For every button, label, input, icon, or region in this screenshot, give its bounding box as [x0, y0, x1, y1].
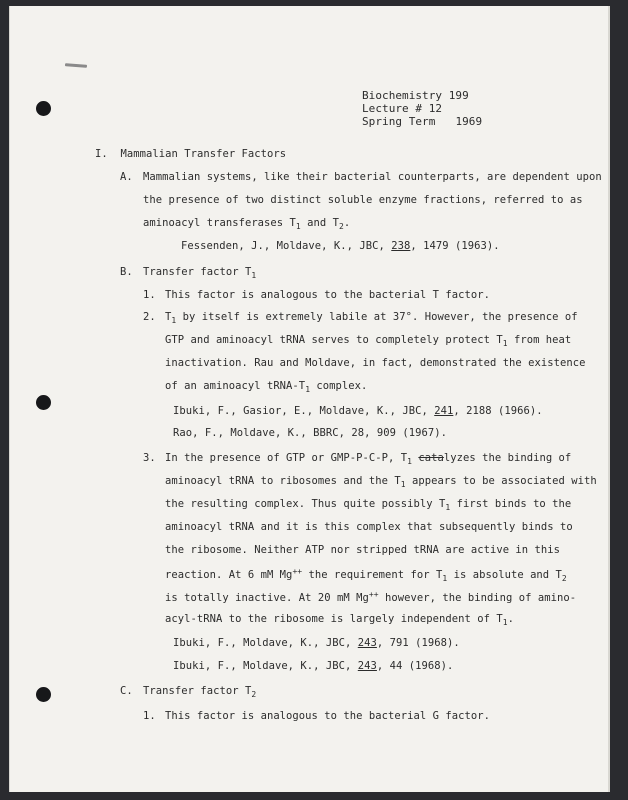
text-run: first binds to the [450, 498, 572, 510]
b-item-2-line-4 [165, 380, 367, 394]
b-item-3-line-8 [165, 613, 514, 627]
punch-hole-bottom [36, 687, 51, 702]
text-run: reaction. At 6 mM Mg [165, 569, 293, 581]
show-through-texture [10, 6, 608, 792]
subscript: 2 [251, 690, 257, 699]
section-b-letter: B. [120, 266, 133, 278]
b-reference-3 [173, 637, 460, 649]
section-a-letter: A. [120, 171, 133, 183]
subscript: 1 [251, 271, 257, 280]
c-item-1-number: 1. [143, 710, 156, 722]
b-item-3-line-6 [165, 567, 567, 583]
subscript: 2 [339, 222, 344, 231]
section-i-numeral: I. [95, 148, 108, 160]
b-item-3-line-7 [165, 590, 576, 604]
text-run: Transfer factor T [143, 266, 252, 278]
punch-hole-top [36, 101, 51, 116]
term-line [362, 115, 482, 128]
b-item-2-line-1 [165, 311, 578, 325]
section-i-title: Mammalian Transfer Factors [120, 148, 287, 160]
text-run: . [507, 613, 514, 625]
text-run: and T [300, 217, 340, 229]
section-a-reference [181, 240, 500, 252]
volume-number: 243 [357, 660, 377, 672]
section-a-line-3 [143, 217, 350, 231]
text-run: Fessenden, J., Moldave, K., JBC, [181, 240, 392, 252]
text-run: . [343, 217, 351, 229]
volume-number: 241 [434, 405, 454, 417]
text-run: of an aminoacyl tRNA-T [165, 380, 306, 392]
section-a-line-2: the presence of two distinct soluble enzyme fractions, referred to as [143, 194, 583, 206]
text-run: , 1479 (1963). [410, 240, 500, 252]
text-run: from heat [507, 334, 572, 346]
b-reference-2: Rao, F., Moldave, K., BBRC, 28, 909 (1967). [173, 427, 447, 439]
text-run: Ibuki, F., Gasior, E., Moldave, K., JBC, [173, 405, 435, 417]
text-run: the resulting complex. Thus quite possibly T [165, 498, 446, 510]
punch-hole-middle [36, 395, 51, 410]
text-run: by itself is extremely labile at 37°. However, the presence of [176, 311, 578, 323]
text-run: however, the binding of amino- [378, 592, 577, 604]
b-item-2-line-3: inactivation. Rau and Moldave, in fact, demonstrated the existence [165, 357, 586, 369]
b-item-2-line-2 [165, 334, 571, 348]
section-c-letter: C. [120, 685, 133, 697]
course-name: Biochemistry 199 [362, 89, 469, 102]
text-run: complex. [310, 380, 368, 392]
b-item-3-line-4: aminoacyl tRNA and it is this complex that subsequently binds to [165, 521, 573, 533]
struck-text: cata [418, 452, 444, 464]
text-run: lyzes the binding of [443, 452, 572, 464]
c-item-1-text: This factor is analogous to the bacterial G factor. [165, 710, 490, 722]
superscript: ++ [292, 567, 303, 576]
volume-number: 238 [391, 240, 411, 252]
subscript: 1 [305, 385, 311, 394]
text-run: Ibuki, F., Moldave, K., JBC, [173, 660, 358, 672]
b-item-3-line-5: the ribosome. Neither ATP nor stripped tRNA are active in this [165, 544, 561, 556]
subscript: 1 [502, 339, 508, 348]
b-reference-1 [173, 405, 543, 417]
text-run: Transfer factor T [143, 685, 252, 697]
text-run: In the presence of GTP or GMP-P-C-P, T [165, 452, 408, 464]
subscript: 1 [400, 480, 406, 489]
b-item-1-number: 1. [143, 289, 156, 301]
b-item-2-number: 2. [143, 311, 156, 323]
text-run: aminoacyl tRNA to ribosomes and the T [165, 475, 401, 487]
term-label: Spring Term [362, 115, 436, 128]
b-item-3-line-3 [165, 498, 571, 512]
text-run: is totally inactive. At 20 mM Mg [165, 592, 369, 604]
superscript: ++ [368, 590, 379, 599]
subscript: 2 [561, 574, 567, 583]
text-run: Ibuki, F., Moldave, K., JBC, [173, 637, 358, 649]
section-c-title [143, 685, 256, 699]
section-b-title [143, 266, 256, 280]
text-run: GTP and aminoacyl tRNA serves to completely protect T [165, 334, 503, 346]
text-run: , 2188 (1966). [453, 405, 543, 417]
subscript: 1 [445, 503, 451, 512]
subscript: 1 [407, 457, 412, 466]
text-run: the requirement for T [302, 569, 443, 581]
volume-number: 243 [357, 637, 377, 649]
b-item-1-text: This factor is analogous to the bacterial T factor. [165, 289, 490, 301]
text-run: acyl-tRNA to the ribosome is largely independent of T [165, 613, 503, 625]
b-item-3-line-2 [165, 475, 597, 489]
term-year: 1969 [455, 115, 483, 128]
text-run: T [165, 311, 172, 323]
text-run: appears to be associated with [405, 475, 597, 487]
section-i-heading [95, 148, 286, 160]
text-run: , 791 (1968). [376, 637, 460, 649]
lecture-number: Lecture # 12 [362, 102, 443, 115]
subscript: 1 [442, 574, 448, 583]
text-run: , 44 (1968). [376, 660, 454, 672]
document-page [10, 6, 608, 792]
section-a-line-1: Mammalian systems, like their bacterial counterparts, are dependent upon [143, 171, 602, 183]
text-run: is absolute and T [447, 569, 562, 581]
subscript: 1 [295, 222, 301, 231]
b-item-3-number: 3. [143, 452, 156, 464]
subscript: 1 [171, 316, 177, 325]
b-item-3-line-1 [165, 452, 571, 466]
text-run: aminoacyl transferases T [143, 217, 296, 229]
subscript: 1 [502, 618, 508, 627]
b-reference-4 [173, 660, 453, 672]
